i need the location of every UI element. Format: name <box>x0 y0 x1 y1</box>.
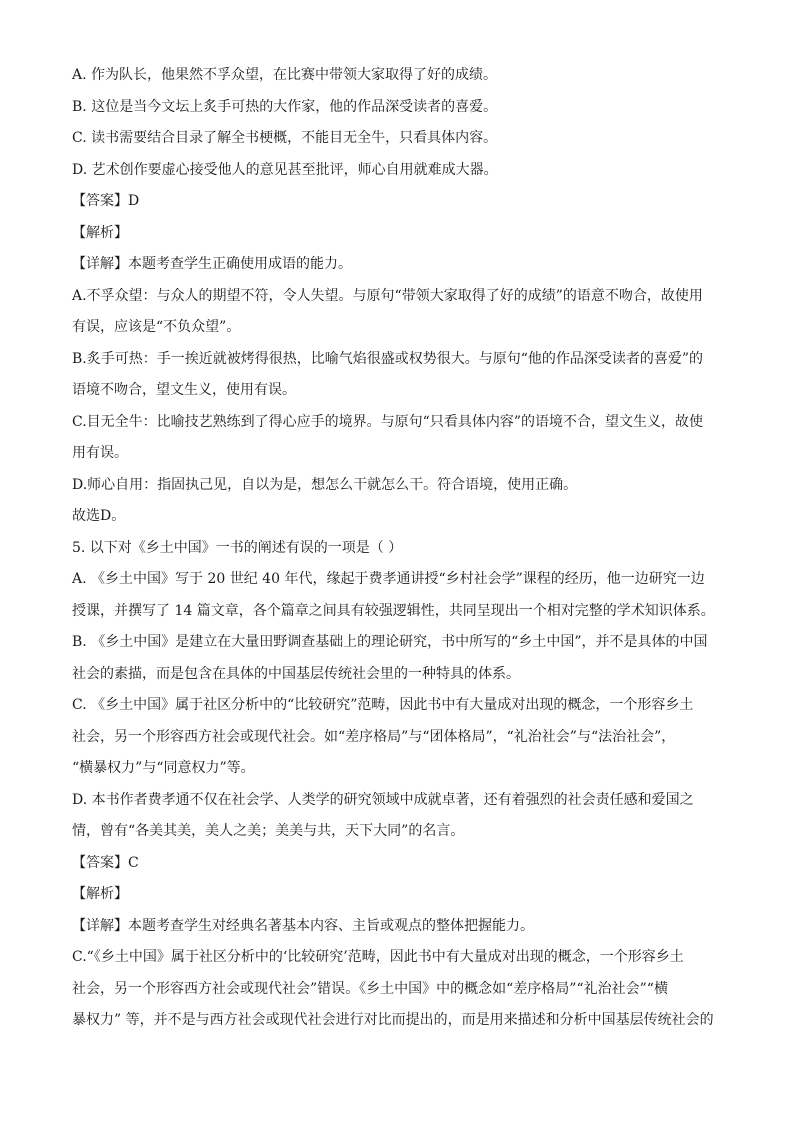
q5-option-b-line2: 社会的素描，而是包含在具体的中国基层传统社会里的一种特具的体系。 <box>72 665 520 682</box>
q5-option-a-line2: 授课，并撰写了 14 篇文章，各个篇章之间具有较强逻辑性，共同呈现出一个相对完整的学术知识体系。 <box>72 602 715 619</box>
q5-option-d-line1: D. 本书作者费孝通不仅在社会学、人类学的研究领域中成就卓著，还有着强烈的社会责任感和爱国之 <box>72 791 694 808</box>
analysis-c-line1: C.目无全牛：比喻技艺熟练到了得心应手的境界。与原句“只看具体内容”的语境不合，望文生义，故使 <box>72 413 703 430</box>
analysis-heading-1: 【解析】 <box>72 224 128 241</box>
q5-option-c-line1: C. 《乡土中国》属于社区分析中的“比较研究”范畴，因此书中有大量成对出现的概念，一个形容乡土 <box>72 697 694 713</box>
option-c-prev: C. 读书需要结合目录了解全书梗概，不能目无全牛，只看具体内容。 <box>72 130 498 146</box>
analysis-2-line2: 社会，另一个形容西方社会或现代社会”错误。《乡土中国》中的概念如“差序格局”“礼治社会”“横 <box>72 980 668 997</box>
analysis-detail-1: 【详解】本题考查学生正确使用成语的能力。 <box>72 256 352 272</box>
analysis-heading-2: 【解析】 <box>72 886 128 902</box>
q5-option-d-line2: 情，曾有“各美其美，美人之美；美美与共，天下大同”的名言。 <box>72 823 465 839</box>
option-b-prev: B. 这位是当今文坛上炙手可热的大作家，他的作品深受读者的喜爱。 <box>72 98 498 115</box>
analysis-2-line3: 暴权力” 等，并不是与西方社会或现代社会进行对比而提出的，而是用来描述和分析中国基层传统社会的 <box>72 1012 714 1028</box>
analysis-b-line1: B.炙手可热：手一挨近就被烤得很热，比喻气焰很盛或权势很大。与原句“他的作品深受读者的喜爱”的 <box>72 350 704 367</box>
conclusion-1: 故选D。 <box>72 508 126 524</box>
q5-option-b-line1: B. 《乡土中国》是建立在大量田野调查基础上的理论研究，书中所写的“乡土中国”，并不是具体的中国 <box>72 634 708 650</box>
analysis-c-line2: 用有误。 <box>72 445 128 461</box>
q5-option-c-line2: 社会，另一个形容西方社会或现代社会。如“差序格局”与“团体格局”，“礼治社会”与“法治社会”， <box>72 728 676 745</box>
analysis-d-line1: D.师心自用：指固执己见，自以为是，想怎么干就怎么干。符合语境，使用正确。 <box>72 476 578 493</box>
answer-label-1: 【答案】D <box>72 193 140 209</box>
option-d-prev: D. 艺术创作要虚心接受他人的意见甚至批评，师心自用就难成大器。 <box>72 161 498 178</box>
q5-option-c-line3: “横暴权力”与“同意权力”等。 <box>72 760 255 776</box>
analysis-a-line2: 有误，应该是“不负众望”。 <box>72 319 241 335</box>
option-a-prev: A. 作为队长，他果然不孚众望，在比赛中带领大家取得了好的成绩。 <box>72 67 498 83</box>
answer-label-2: 【答案】C <box>72 854 139 871</box>
analysis-b-line2: 语境不吻合，望文生义，使用有误。 <box>72 382 296 398</box>
question-5-stem: 5. 以下对《乡土中国》一书的阐述有误的一项是（ ） <box>72 539 403 556</box>
analysis-2-line1: C.“《乡土中国》属于社区分析中的‘比较研究’范畴，因此书中有大量成对出现的概念，一个形容乡土 <box>72 949 684 965</box>
analysis-detail-2: 【详解】本题考查学生对经典名著基本内容、主旨或观点的整体把握能力。 <box>72 917 534 934</box>
analysis-a-line1: A.不孚众望：与众人的期望不符，令人失望。与原句“带领大家取得了好的成绩”的语意不吻合，故使用 <box>72 287 703 304</box>
document-page <box>72 60 732 1037</box>
q5-option-a-line1: A. 《乡土中国》写于 20 世纪 40 年代，缘起于费孝通讲授“乡村社会学”课程的经历，他一边研究一边 <box>72 571 705 587</box>
